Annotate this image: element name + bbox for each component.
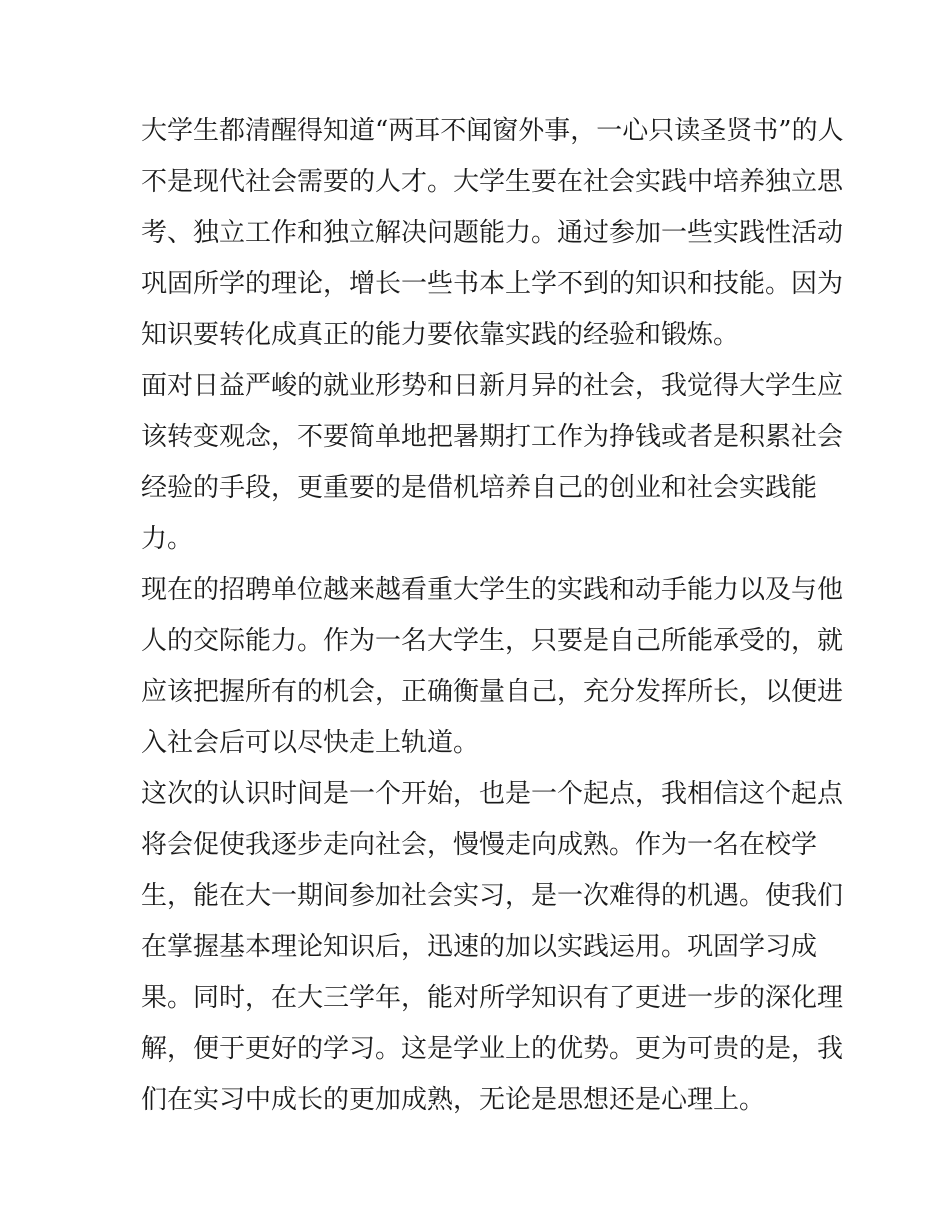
text-line: 面对日益严峻的就业形势和日新月异的社会，我觉得大学生应: [141, 371, 844, 401]
text-line: 该转变观念，不要简单地把暑期打工作为挣钱或者是积累社会: [141, 422, 844, 452]
text-line: 将会促使我逐步走向社会，慢慢走向成熟。作为一名在校学: [141, 830, 818, 860]
text-line: 在掌握基本理论知识后，迅速的加以实践运用。巩固学习成: [141, 932, 818, 962]
paragraph-2: [141, 361, 844, 565]
document-body: [141, 106, 844, 1126]
text-line: 果。同时，在大三学年，能对所学知识有了更进一步的深化理: [141, 983, 844, 1013]
paragraph-3: [141, 565, 844, 769]
text-line: 知识要转化成真正的能力要依靠实践的经验和锻炼。: [141, 320, 740, 350]
text-line: 这次的认识时间是一个开始，也是一个起点，我相信这个起点: [141, 779, 844, 809]
text-line: 不是现代社会需要的人才。大学生要在社会实践中培养独立思: [141, 167, 844, 197]
text-line: 们在实习中成长的更加成熟，无论是思想还是心理上。: [141, 1085, 766, 1115]
text-line: 人的交际能力。作为一名大学生，只要是自己所能承受的，就: [141, 626, 844, 656]
text-line: 经验的手段，更重要的是借机培养自己的创业和社会实践能: [141, 473, 818, 503]
text-line: 生，能在大一期间参加社会实习，是一次难得的机遇。使我们: [141, 881, 844, 911]
paragraph-4: [141, 769, 844, 1126]
text-line: 应该把握所有的机会，正确衡量自己，充分发挥所长，以便进: [141, 677, 844, 707]
text-line: 大学生都清醒得知道“两耳不闻窗外事，一心只读圣贤书”的人: [141, 116, 844, 146]
text-line: 现在的招聘单位越来越看重大学生的实践和动手能力以及与他: [141, 575, 844, 605]
text-line: 巩固所学的理论，增长一些书本上学不到的知识和技能。因为: [141, 269, 844, 299]
text-line: 考、独立工作和独立解决问题能力。通过参加一些实践性活动: [141, 218, 844, 248]
paragraph-1: [141, 106, 844, 361]
text-line: 入社会后可以尽快走上轨道。: [141, 728, 480, 758]
text-line: 解，便于更好的学习。这是学业上的优势。更为可贵的是，我: [141, 1034, 844, 1064]
text-line: 力。: [141, 524, 194, 554]
